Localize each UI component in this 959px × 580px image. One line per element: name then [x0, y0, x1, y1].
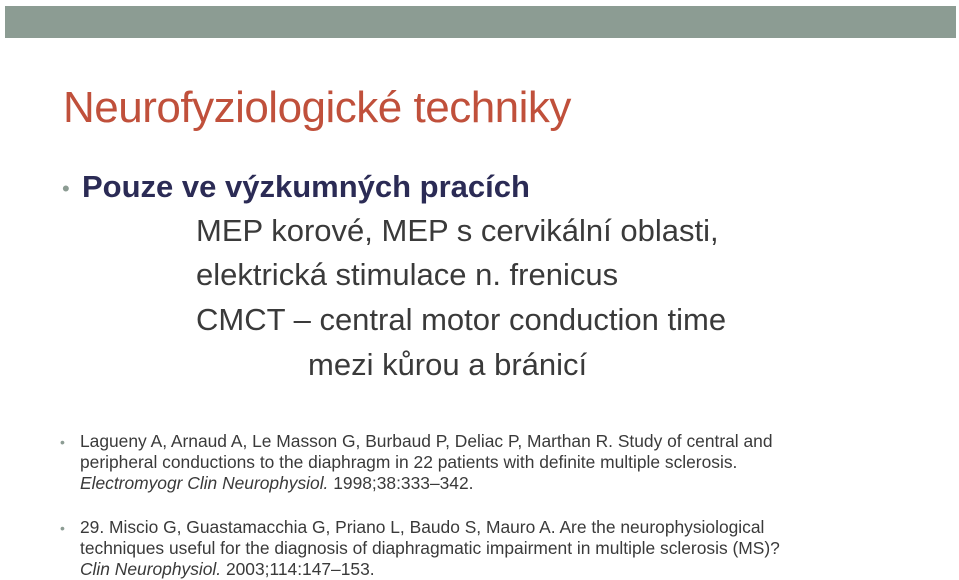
reference-2-journal: Clin Neurophysiol.: [80, 559, 222, 579]
reference-1: [80, 431, 900, 494]
bullet-icon: •: [62, 176, 70, 201]
sub-line-3: CMCT – central motor conduction time: [196, 302, 727, 337]
reference-2: [80, 517, 900, 580]
sub-line-4: mezi kůrou a bránicí: [308, 347, 588, 382]
reference-bullet-icon: •: [60, 520, 65, 536]
reference-1-citation: 1998;38:333–342.: [328, 473, 474, 493]
reference-2-citation: 2003;114:147–153.: [221, 559, 375, 579]
reference-2-line-1: 29. Miscio G, Guastamacchia G, Priano L, Baudo S, Mauro A. Are the neurophysiological: [80, 517, 765, 537]
reference-2-line-2: techniques useful for the diagnosis of diaphragmatic impairment in multiple sclerosis (MS)?: [80, 538, 780, 558]
main-bullet-heading: Pouze ve výzkumných pracích: [82, 169, 530, 204]
sub-line-1: MEP korové, MEP s cervikální oblasti,: [196, 213, 719, 248]
top-accent-bar: [5, 6, 956, 38]
reference-1-journal: Electromyogr Clin Neurophysiol.: [80, 473, 329, 493]
reference-1-line-2: peripheral conductions to the diaphragm in 22 patients with definite multiple sclerosis.: [80, 452, 738, 472]
reference-1-line-1: Lagueny A, Arnaud A, Le Masson G, Burbaud P, Deliac P, Marthan R. Study of central and: [80, 431, 773, 451]
reference-1-line-3: [80, 473, 900, 494]
reference-2-line-3: [80, 559, 900, 580]
reference-bullet-icon: •: [60, 434, 65, 450]
slide-title: Neurofyziologické techniky: [63, 83, 571, 132]
sub-line-2: elektrická stimulace n. frenicus: [196, 257, 619, 292]
